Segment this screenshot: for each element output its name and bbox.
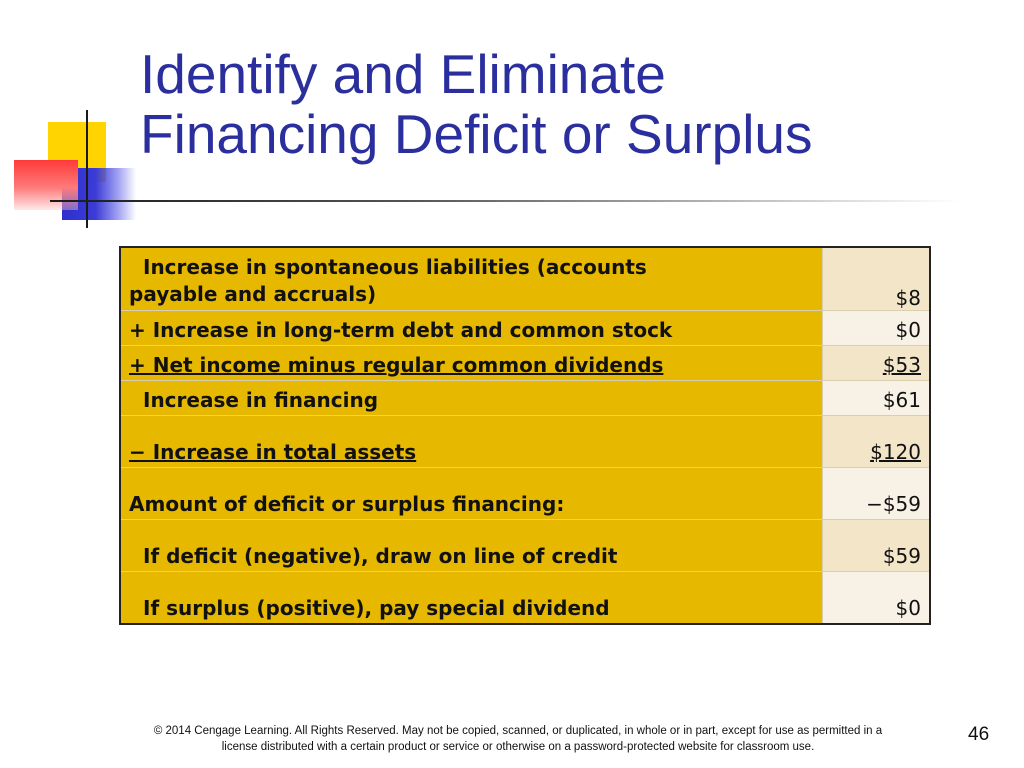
row-label-line2: payable and accruals) <box>129 282 377 306</box>
row-amount: $59 <box>823 520 930 572</box>
row-amount: −$59 <box>823 468 930 520</box>
row-label-text: If deficit (negative), draw on line of credit <box>143 544 618 568</box>
table-row <box>120 572 930 625</box>
title-underline-rule <box>50 200 960 202</box>
row-amount: $61 <box>823 381 930 416</box>
row-label-text: − Increase in total assets <box>129 440 417 464</box>
row-amount: $0 <box>823 572 930 625</box>
row-label <box>120 247 823 311</box>
copyright-footer: © 2014 Cengage Learning. All Rights Reserved. May not be copied, scanned, or duplicated, in whole or in part, except for use as permitted in a license distributed with a certain product or service or otherwise on a password-protected website for classroom use. <box>153 725 883 753</box>
financing-table <box>119 246 931 625</box>
row-amount-text: $53 <box>882 353 921 377</box>
row-label: Amount of deficit or surplus financing: <box>120 468 823 520</box>
row-amount <box>823 346 930 381</box>
table-row <box>120 520 930 572</box>
table-row <box>120 416 930 468</box>
slide-title-line1: Identify and Eliminate <box>140 43 666 105</box>
slide-title <box>140 44 813 164</box>
table-row <box>120 468 930 520</box>
row-label <box>120 520 823 572</box>
row-label <box>120 416 823 468</box>
row-label-line1: Increase in spontaneous liabilities (accounts <box>143 255 647 279</box>
decor-red-square <box>14 160 78 210</box>
row-amount: $0 <box>823 311 930 346</box>
row-amount <box>823 416 930 468</box>
slide-title-line2: Financing Deficit or Surplus <box>140 103 813 165</box>
page-number: 46 <box>968 724 990 745</box>
table-row <box>120 346 930 381</box>
row-label <box>120 381 823 416</box>
row-amount-text: $120 <box>870 440 921 464</box>
row-label <box>120 572 823 625</box>
row-label-text: Increase in financing <box>143 388 379 412</box>
table-row <box>120 247 930 311</box>
row-label-text: If surplus (positive), pay special dividend <box>143 596 610 620</box>
table-row <box>120 381 930 416</box>
row-label <box>120 346 823 381</box>
table-row <box>120 311 930 346</box>
row-amount: $8 <box>823 247 930 311</box>
decor-vertical-line <box>86 110 88 228</box>
row-label-text: + Net income minus regular common dividends <box>129 353 664 377</box>
row-label: + Increase in long-term debt and common stock <box>120 311 823 346</box>
